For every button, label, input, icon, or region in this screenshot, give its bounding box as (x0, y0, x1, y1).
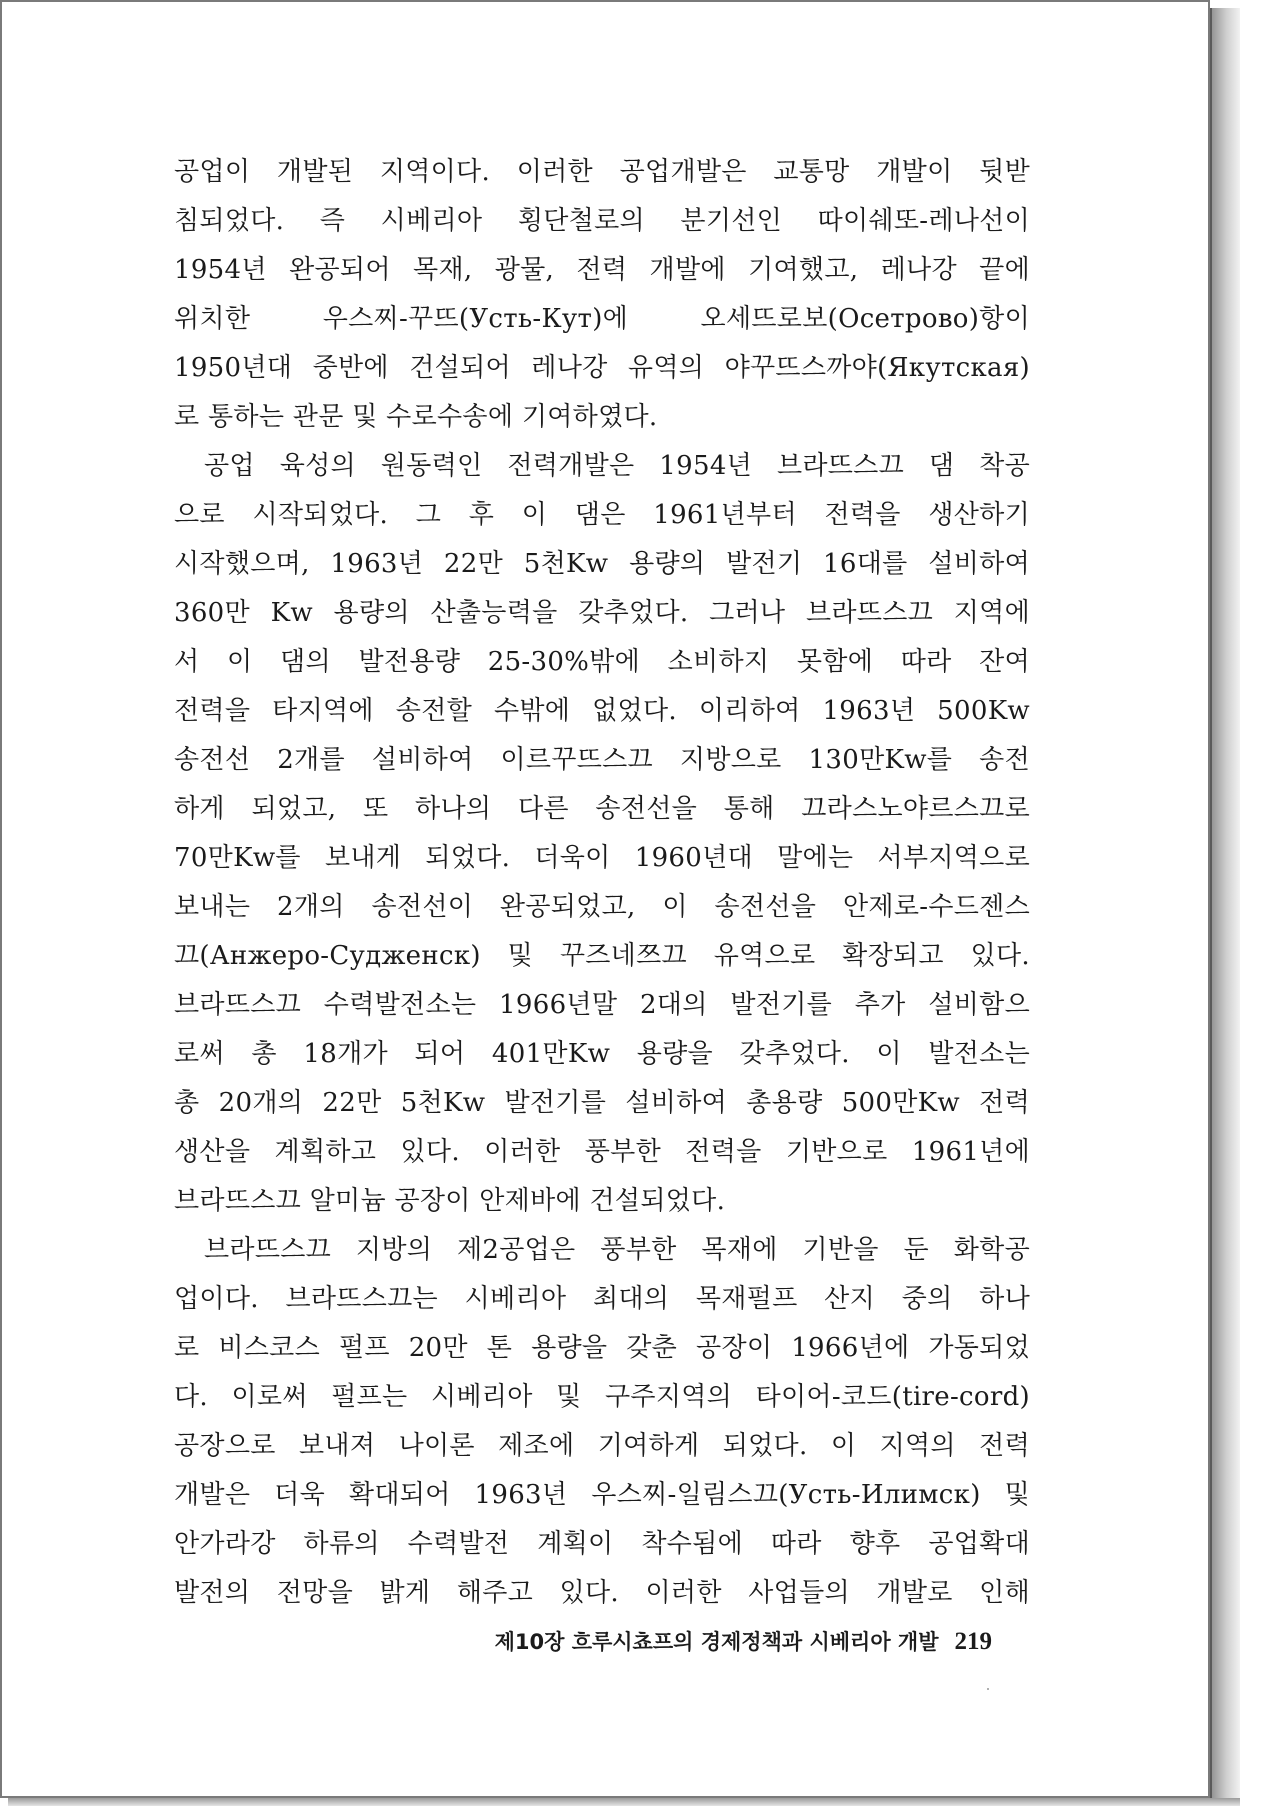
page-number: 219 (954, 1628, 992, 1655)
chapter-title: 제10장 흐루시쵸프의 경제정책과 시베리아 개발 (494, 1630, 939, 1654)
text-line: 총 20개의 22만 5천Kw 발전기를 설비하여 총용량 500만Kw 전력 (174, 1088, 1030, 1118)
text-line: 로 통하는 관문 및 수로수송에 기여하였다. (174, 402, 658, 432)
text-line: 브라뜨스끄 알미늄 공장이 안제바에 건설되었다. (174, 1186, 726, 1216)
text-line: 위치한 우스찌-꾸뜨(Усть-Кут)에 오세뜨로보(Осетрово)항이 (174, 304, 1030, 334)
text-line: 1950년대 중반에 건설되어 레나강 유역의 야꾸뜨스까야(Якутская) (174, 353, 1030, 383)
page-fold-line (1210, 8, 1212, 1806)
text-line: 공업이 개발된 지역이다. 이러한 공업개발은 교통망 개발이 뒷받 (174, 157, 1030, 187)
text-line: 하게 되었고, 또 하나의 다른 송전선을 통해 끄라스노야르스끄로 (174, 794, 1030, 824)
text-line: 송전선 2개를 설비하여 이르꾸뜨스끄 지방으로 130만Kw를 송전 (174, 745, 1030, 775)
page-bottom-shadow (8, 1798, 1240, 1806)
text-line-paragraph-start: 브라뜨스끄 지방의 제2공업은 풍부한 목재에 기반을 둔 화학공 (204, 1235, 1030, 1265)
text-line: 보내는 2개의 송전선이 완공되었고, 이 송전선을 안제로-수드젠스 (174, 892, 1030, 922)
text-line: 서 이 댐의 발전용량 25-30%밖에 소비하지 못함에 따라 잔여 (174, 647, 1030, 677)
text-line: 360만 Kw 용량의 산출능력을 갖추었다. 그러나 브라뜨스끄 지역에 (174, 598, 1030, 628)
text-line: 공장으로 보내져 나이론 제조에 기여하게 되었다. 이 지역의 전력 (174, 1431, 1030, 1461)
text-line: 업이다. 브라뜨스끄는 시베리아 최대의 목재펄프 산지 중의 하나 (174, 1284, 1030, 1314)
text-line: 로 비스코스 펄프 20만 톤 용량을 갖춘 공장이 1966년에 가동되었 (174, 1333, 1030, 1363)
text-line: 끄(Анжеро-Судженск) 및 꾸즈네쯔끄 유역으로 확장되고 있다. (174, 941, 1030, 971)
text-line: 침되었다. 즉 시베리아 횡단철로의 분기선인 따이쉐또-레나선이 (174, 206, 1030, 236)
text-line: 로써 총 18개가 되어 401만Kw 용량을 갖추었다. 이 발전소는 (174, 1039, 1030, 1069)
text-line: 으로 시작되었다. 그 후 이 댐은 1961년부터 전력을 생산하기 (174, 500, 1030, 530)
text-line: 개발은 더욱 확대되어 1963년 우스찌-일림스끄(Усть-Илимск) 및 (174, 1480, 1030, 1510)
text-line: 1954년 완공되어 목재, 광물, 전력 개발에 기여했고, 레나강 끝에 (174, 255, 1030, 285)
text-line: 발전의 전망을 밝게 해주고 있다. 이러한 사업들의 개발로 인해 (174, 1578, 1030, 1608)
text-line: 안가라강 하류의 수력발전 계획이 착수됨에 따라 향후 공업확대 (174, 1529, 1030, 1559)
text-line: 생산을 계획하고 있다. 이러한 풍부한 전력을 기반으로 1961년에 (174, 1137, 1030, 1167)
text-line-paragraph-start: 공업 육성의 원동력인 전력개발은 1954년 브라뜨스끄 댐 착공 (204, 451, 1030, 481)
body-text (174, 148, 1030, 1618)
page-edge-shadow (1210, 8, 1240, 1806)
text-line: 시작했으며, 1963년 22만 5천Kw 용량의 발전기 16대를 설비하여 (174, 549, 1030, 579)
text-line: 다. 이로써 펄프는 시베리아 및 구주지역의 타이어-코드(tire-cord) (174, 1382, 1030, 1412)
scan-speck (987, 1688, 989, 1690)
text-line: 브라뜨스끄 수력발전소는 1966년말 2대의 발전기를 추가 설비함으 (174, 990, 1030, 1020)
text-line: 70만Kw를 보내게 되었다. 더욱이 1960년대 말에는 서부지역으로 (174, 843, 1030, 873)
running-footer (392, 1624, 992, 1660)
text-line: 전력을 타지역에 송전할 수밖에 없었다. 이리하여 1963년 500Kw (174, 696, 1030, 726)
